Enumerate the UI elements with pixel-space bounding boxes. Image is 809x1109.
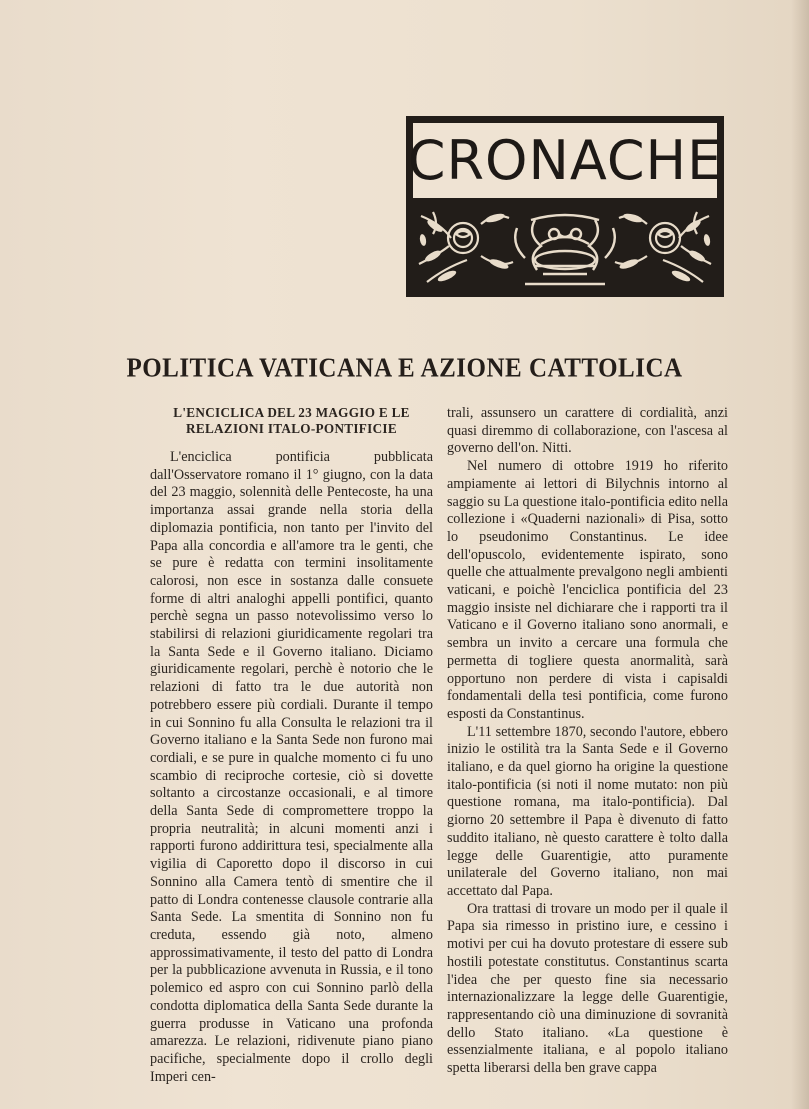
paragraph: Nel numero di ottobre 1919 ho riferito ampiamente ai lettori di Bilychnis intorno al saggio su La questione italo-pontificia edito nella collezione i «Quaderni nazionali» di Pisa, sotto lo pseudonimo Constantinus. Le idee dell'opuscolo, evidentemente ispirato, sono quelle che attualmente prevalgono negli ambienti vaticani, e poichè l'enciclica pontificia del 23 maggio insiste nel dichiarare che i rapporti tra il Vaticano e il Governo italiano sono anormali, e sembra un invito a cercare una formula che permetta di togliere questa anormalità, sarà opportuno non perdere di vista i capisaldi fondamentali della tesi pontificia, come furono esposti da Constantinus. <box>447 458 728 722</box>
paragraph: L'enciclica pontificia pubblicata dall'Osservatore romano il 1° giugno, con la data del 23 maggio, solennità delle Pentecoste, ha una importanza assai grande nella storia della diplomazia pontificia, non tanto per l'invito del Papa alla concordia e all'amore tra le genti, che se pure è redatta con termini insolitamente calorosi, non esce in sostanza dalle consuete forme di altri analoghi appelli pontifici, quanto perchè segna un passo notevolissimo verso lo stabilirsi di relazioni giuridicamente regolari tra la Santa Sede e il Governo italiano. Diciamo giuridicamente regolari, perchè è notorio che le relazioni di fatto tra le due autorità non potrebbero essere più cordiali. Durante il tempo in cui Sonnino fu alla Consulta le relazioni tra il Governo italiano e la Santa Sede non furono mai cordiali, e se pure in qualche momento ci fu uno scambio di reciproche cortesie, ciò si dovette soltanto a circostanze occasionali, e al timore della Santa Sede di compromettere troppo la propria neutralità; in alcuni momenti anzi i rapporti furono addirittura tesi, specialmente alla vigilia di Caporetto dopo il discorso in cui Sonnino alla Camera tentò di smentire che il patto di Londra contenesse clausole contrarie alla Santa Sede. La smentita di Sonnino non fu creduta, essendo già noto, almeno approssimativamente, il testo del patto di Londra per la pubblicazione avvenuta in Russia, e il tono polemico ed aspro con cui Sonnino parlò della condotta diplomatica della Santa Sede durante la guerra produsse in Vaticano una profonda amarezza. Le relazioni, ridivenute piano piano pacifiche, specialmente dopo il crollo degli Imperi cen- <box>150 449 433 1085</box>
paragraph-continuation: trali, assunsero un carattere di cordialità, anzi quasi diremmo di collaborazione, con l'ascesa al governo dell'on. Nitti. <box>447 405 728 457</box>
paragraph: Ora trattasi di trovare un modo per il quale il Papa sia rimesso in pristino iure, e cessino i motivi per cui ha dovuto protestare di essere sub hostili potestate constitutus. Constantinus scarta l'idea che per questo fine sia necessario internazionalizzare la legge delle Guarentigie, rappresentando ciò una diminuzione di sovranità dello Stato italiano. «La questione è essenzialmente italiana, e al popolo italiano spetta liberarsi della ben grave cappa <box>447 900 728 1077</box>
masthead-title: CRONACHE <box>407 129 723 192</box>
masthead-cronache <box>406 116 724 297</box>
left-column <box>150 405 433 1086</box>
page-edge-shadow <box>791 0 809 1109</box>
paragraph: L'11 settembre 1870, secondo l'autore, ebbero inizio le ostilità tra la Santa Sede e il Governo italiano, e da quel giorno ha origine la questione italo-pontificia (si noti il nome mutato: non più questione romana, ma italo-pontificia). Dal giorno 20 settembre il Papa è divenuto di fatto suddito italiano, nè questo carattere è tolto dalla legge delle Guarentigie, atto puramente unilaterale del Governo italiano, non mai accettato dal Papa. <box>447 723 728 899</box>
article-headline: POLITICA VATICANA E AZIONE CATTOLICA <box>126 353 683 384</box>
masthead-ornament-illustration <box>413 204 717 290</box>
masthead-title-box <box>407 123 723 198</box>
right-column <box>447 405 728 1078</box>
section-title: L'ENCICLICA DEL 23 MAGGIO E LE RELAZIONI ITALO-PONTIFICIE <box>173 405 410 436</box>
